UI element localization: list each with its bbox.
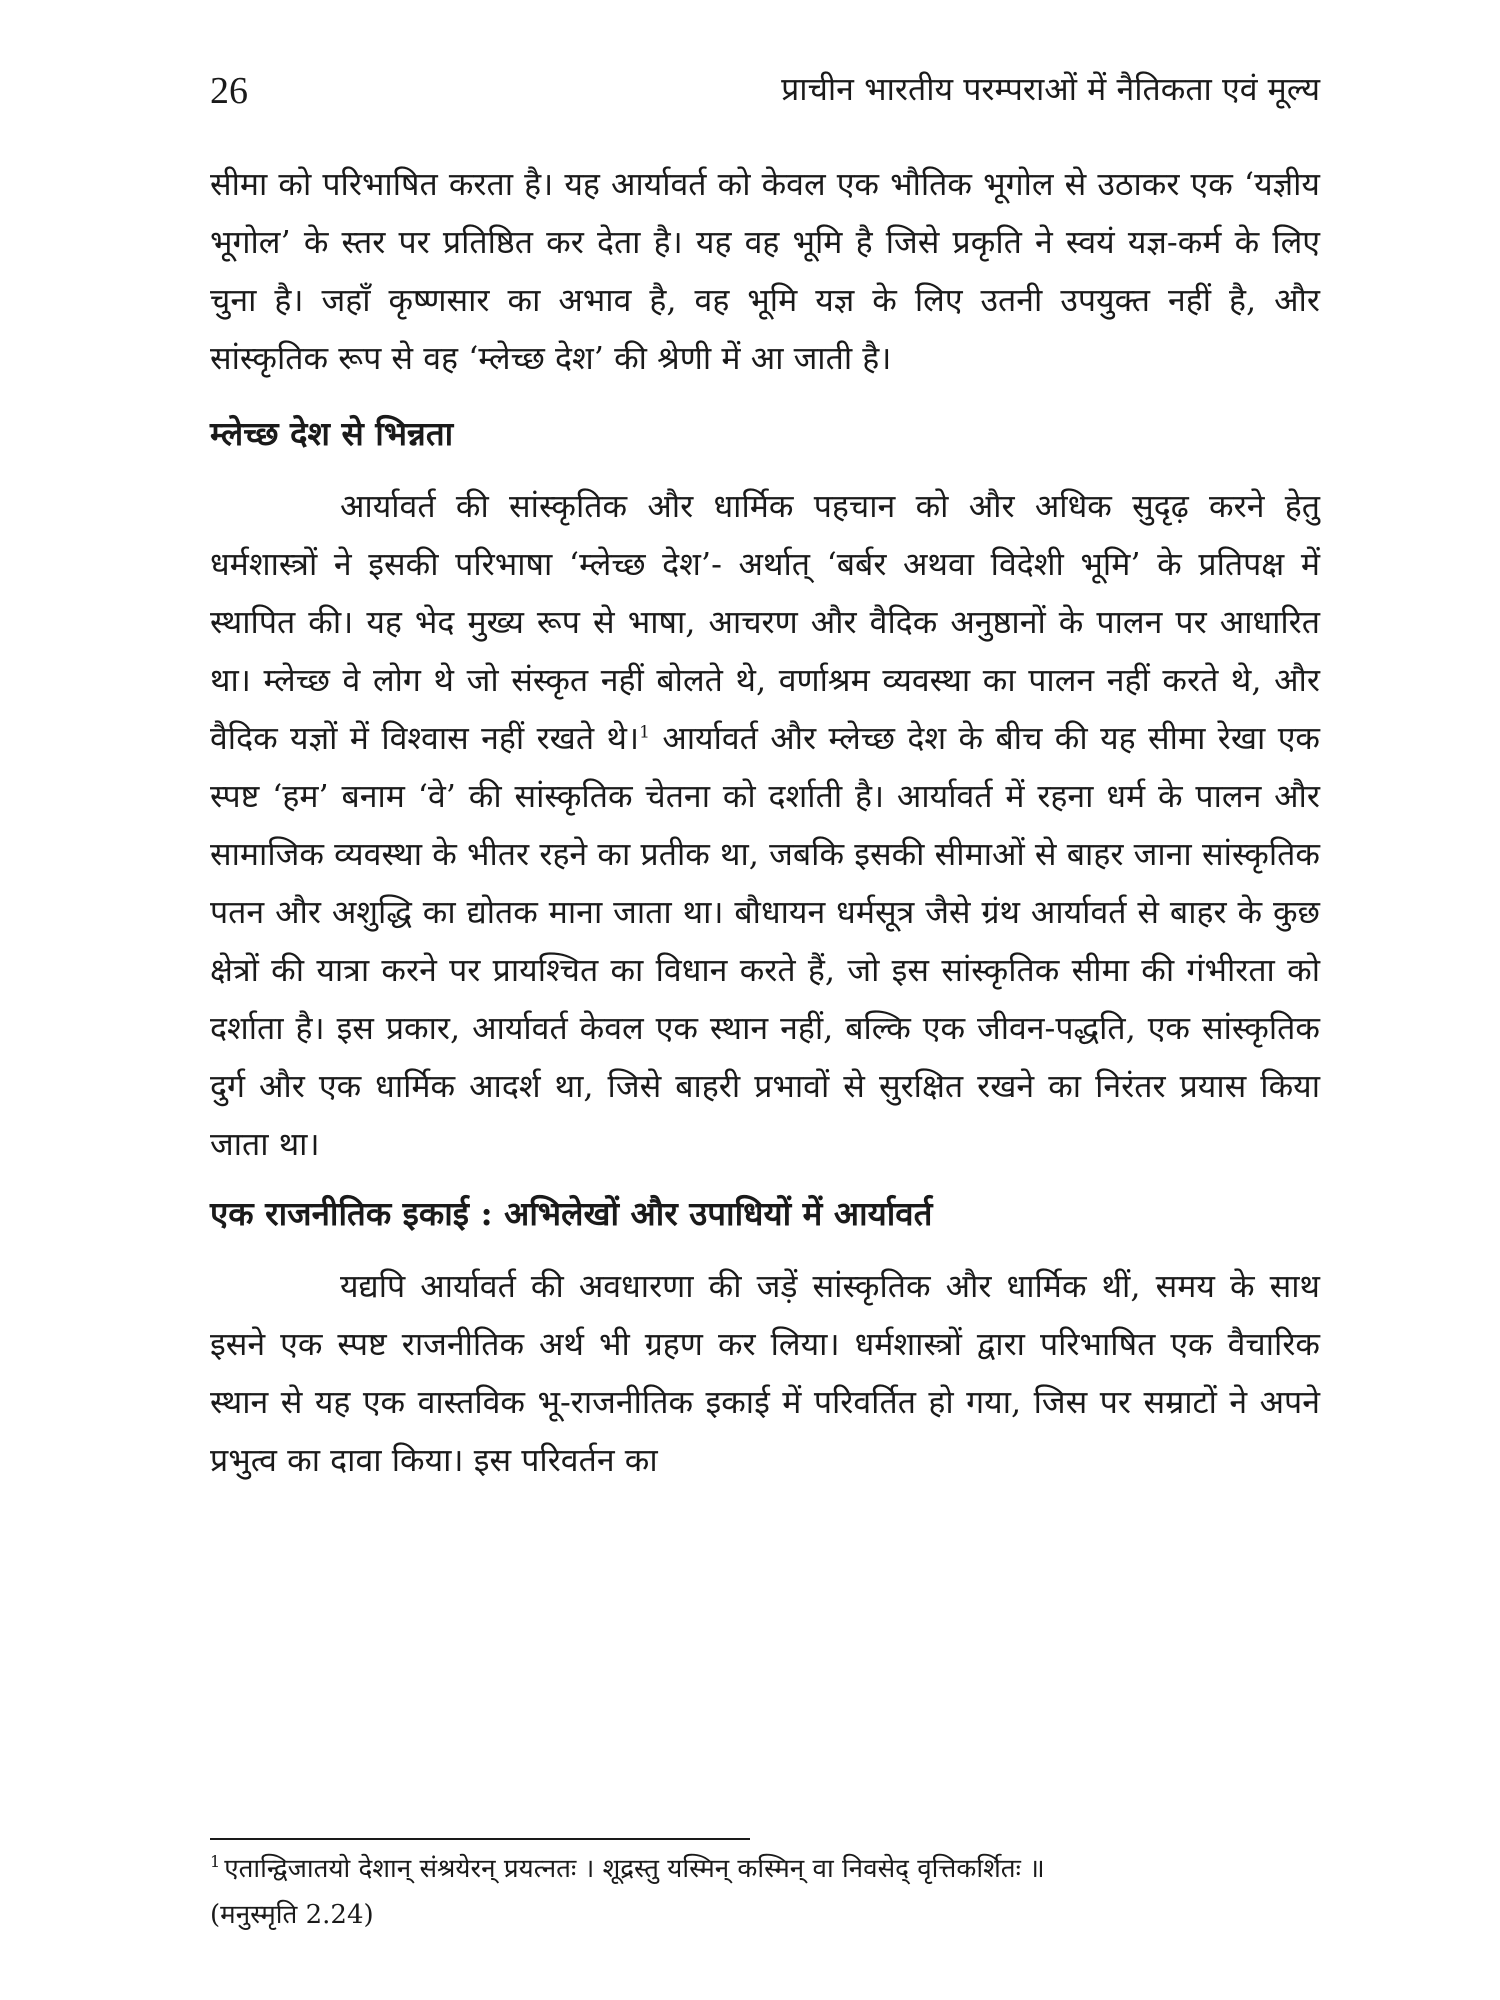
paragraph-political-unit: यद्यपि आर्यावर्त की अवधारणा की जड़ें सांस्कृतिक और धार्मिक थीं, समय के साथ इसने एक स्पष्ट राजनीतिक अर्थ भी ग्रहण कर लिया। धर्मशास्त्रों द्वारा परिभाषित एक वैचारिक स्थान से यह एक वास्तविक भू-राजनीतिक इकाई में परिवर्तित हो गया, जिस पर सम्राटों ने अपने प्रभुत्व का दावा किया। इस परिवर्तन का [210,1267,1320,1479]
paragraph-mleccha-part1: आर्यावर्त की सांस्कृतिक और धार्मिक पहचान को और अधिक सुदृढ़ करने हेतु धर्मशास्त्रों ने इसकी परिभाषा ‘म्लेच्छ देश’- अर्थात् ‘बर्बर अथवा विदेशी भूमि’ के प्रतिपक्ष में स्थापित की। यह भेद मुख्य रूप से भाषा, आचरण और वैदिक अनुष्ठानों के पालन पर आधारित था। म्लेच्छ वे लोग थे जो संस्कृत नहीं बोलते थे, वर्णाश्रम व्यवस्था का पालन नहीं करते थे, और वैदिक यज्ञों में विश्वास नहीं रखते थे। [210,487,1320,757]
footnote [210,1846,1320,1938]
footnote-marker: 1 [210,1852,221,1872]
footnote-source: (मनुस्मृति 2.24) [210,1900,374,1930]
book-page [210,60,1320,1950]
body-text [210,155,1320,1489]
footnote-verse-line [210,1846,1320,1892]
paragraph-continued: सीमा को परिभाषित करता है। यह आर्यावर्त को केवल एक भौतिक भूगोल से उठाकर एक ‘यज्ञीय भूगोल’ के स्तर पर प्रतिष्ठित कर देता है। यह वह भूमि है जिसे प्रकृति ने स्वयं यज्ञ-कर्म के लिए चुना है। जहाँ कृष्णसार का अभाव है, वह भूमि यज्ञ के लिए उतनी उपयुक्त नहीं है, और सांस्कृतिक रूप से वह ‘म्लेच्छ देश’ की श्रेणी में आ जाती है। [210,165,1320,377]
footnote-divider [210,1838,750,1840]
footnote-reference[interactable]: 1 [639,722,650,743]
paragraph-mleccha [210,477,1320,1173]
running-title: प्राचीन भारतीय परम्पराओं में नैतिकता एवं मूल्य [781,70,1320,108]
page-header [210,60,1320,130]
section-heading-political-unit: एक राजनीतिक इकाई : अभिलेखों और उपाधियों में आर्यावर्त [210,1194,933,1233]
paragraph-mleccha-part2: आर्यावर्त और म्लेच्छ देश के बीच की यह सीमा रेखा एक स्पष्ट ‘हम’ बनाम ‘वे’ की सांस्कृतिक चेतना को दर्शाती है। आर्यावर्त में रहना धर्म के पालन और सामाजिक व्यवस्था के भीतर रहने का प्रतीक था, जबकि इसकी सीमाओं से बाहर जाना सांस्कृतिक पतन और अशुद्धि का द्योतक माना जाता था। बौधायन धर्मसूत्र जैसे ग्रंथ आर्यावर्त से बाहर के कुछ क्षेत्रों की यात्रा करने पर प्रायश्चित का विधान करते हैं, जो इस सांस्कृतिक सीमा की गंभीरता को दर्शाता है। इस प्रकार, आर्यावर्त केवल एक स्थान नहीं, बल्कि एक जीवन-पद्धति, एक सांस्कृतिक दुर्ग और एक धार्मिक आदर्श था, जिसे बाहरी प्रभावों से सुरक्षित रखने का निरंतर प्रयास किया जाता था। [210,719,1320,1163]
footnote-verse: एतान्द्विजातयो देशान् संश्रयेरन् प्रयत्नतः । शूद्रस्तु यस्मिन् कस्मिन् वा निवसेद् वृत्तिकर्शितः ॥ [224,1854,1045,1884]
section-heading-mleccha: म्लेच्छ देश से भिन्नता [210,414,454,453]
page-number: 26 [210,70,248,112]
